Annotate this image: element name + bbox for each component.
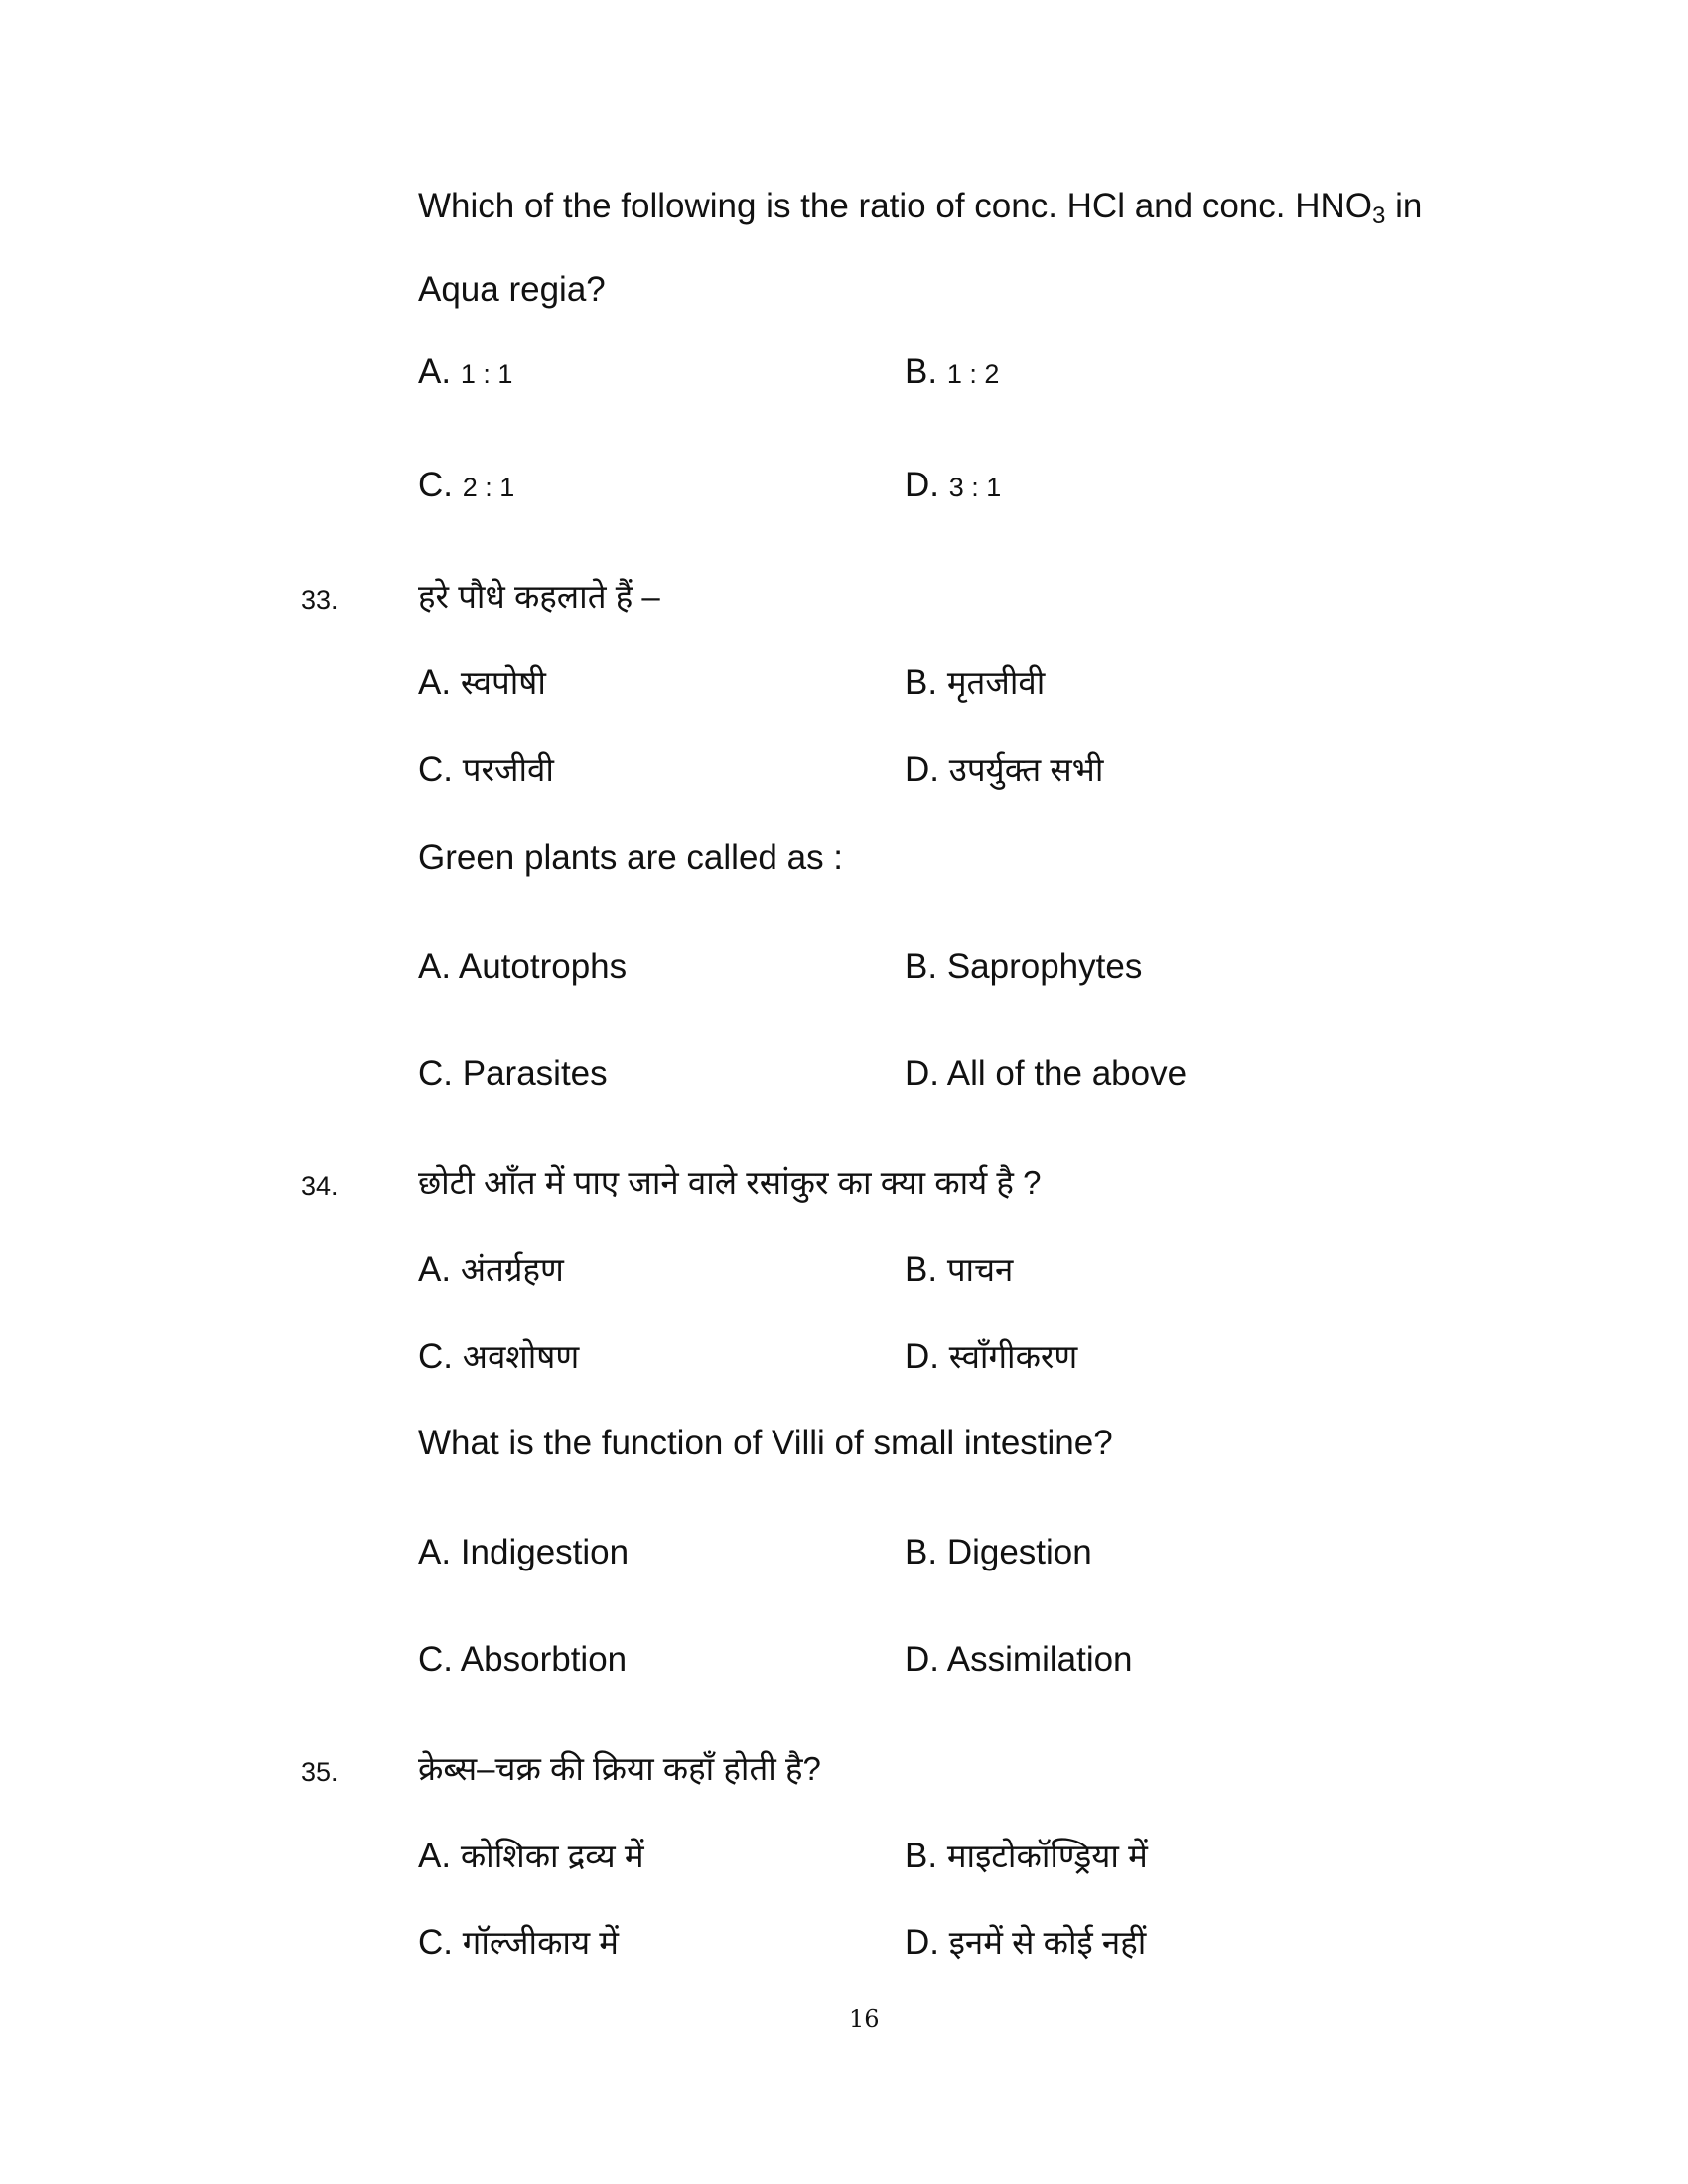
q32-option-a[interactable] — [418, 350, 512, 394]
q32-option-b[interactable] — [905, 350, 999, 394]
option-letter: C. — [418, 751, 453, 789]
page-number: 16 — [849, 2005, 880, 2033]
option-text: उपर्युक्त सभी — [948, 751, 1104, 788]
q33-english-question: Green plants are called as : — [418, 838, 844, 877]
q35-number: 35. — [301, 1757, 339, 1787]
q33-hindi-option-d[interactable] — [905, 749, 1103, 792]
option-text: इनमें से कोई नहीं — [948, 1924, 1147, 1961]
q34-hindi-option-a[interactable] — [418, 1248, 564, 1292]
option-letter: A. — [418, 352, 452, 391]
option-letter: D. — [905, 751, 939, 789]
q34-hindi-option-c[interactable] — [418, 1335, 579, 1379]
q32-question-text: Which of the following is the ratio of conc. HCl and conc. HNO — [418, 187, 1372, 225]
q34-english-option-a[interactable] — [418, 1531, 629, 1574]
q35-hindi-option-d[interactable] — [905, 1921, 1146, 1965]
q33-english-option-b[interactable] — [905, 945, 1142, 989]
option-text: Digestion — [946, 1533, 1092, 1571]
option-text: मृतजीवी — [946, 664, 1046, 701]
q33-english-option-a[interactable] — [418, 945, 627, 989]
option-text: Absorbtion — [460, 1640, 628, 1679]
option-letter: D. — [905, 466, 939, 504]
q32-option-d[interactable] — [905, 464, 1001, 507]
q34-hindi-question: छोटी आँत में पाए जाने वाले रसांकुर का क्या कार्य है ? — [418, 1164, 1042, 1201]
option-text: Indigestion — [460, 1533, 630, 1571]
option-text: माइटोकॉण्ड्रिया में — [946, 1838, 1148, 1874]
q35-hindi-option-a[interactable] — [418, 1835, 644, 1878]
q34-hindi-option-b[interactable] — [905, 1248, 1013, 1292]
q35-hindi-option-b[interactable] — [905, 1835, 1148, 1878]
option-text: 1 : 2 — [946, 359, 1000, 389]
q35-hindi-question: क्रेब्स–चक्र की क्रिया कहाँ होती है? — [418, 1750, 821, 1787]
option-text: Autotrophs — [458, 947, 628, 986]
option-text: पाचन — [946, 1251, 1014, 1288]
option-text: 3 : 1 — [948, 473, 1002, 502]
option-text: गॉल्जीकाय में — [462, 1924, 620, 1961]
option-letter: A. — [418, 947, 452, 986]
q32-question-end: in — [1385, 187, 1423, 225]
q34-english-option-c[interactable] — [418, 1638, 627, 1682]
option-text: 2 : 1 — [462, 473, 515, 502]
option-letter: D. — [905, 1640, 939, 1679]
q33-hindi-option-b[interactable] — [905, 661, 1045, 705]
q34-english-option-d[interactable] — [905, 1638, 1133, 1682]
option-letter: C. — [418, 1337, 453, 1376]
option-letter: D. — [905, 1054, 939, 1093]
q33-english-option-d[interactable] — [905, 1052, 1187, 1096]
option-letter: C. — [418, 1923, 453, 1962]
q32-question-line1 — [418, 185, 1422, 228]
option-letter: A. — [418, 1533, 452, 1571]
q33-hindi-option-a[interactable] — [418, 661, 546, 705]
option-text: अंतर्ग्रहण — [460, 1251, 564, 1288]
option-letter: A. — [418, 1837, 452, 1875]
option-letter: B. — [905, 1837, 938, 1875]
option-text: Saprophytes — [946, 947, 1143, 986]
option-text: Parasites — [462, 1054, 608, 1093]
q32-question-line2: Aqua regia? — [418, 270, 606, 309]
option-text: 1 : 1 — [460, 359, 513, 389]
option-letter: C. — [418, 1640, 453, 1679]
option-letter: A. — [418, 1250, 452, 1289]
option-text: All of the above — [946, 1054, 1188, 1093]
option-letter: D. — [905, 1923, 939, 1962]
q33-hindi-option-c[interactable] — [418, 749, 554, 792]
q32-subscript: 3 — [1371, 203, 1386, 229]
option-letter: C. — [418, 1054, 453, 1093]
q32-option-c[interactable] — [418, 464, 514, 507]
q33-hindi-question: हरे पौधे कहलाते हैं – — [418, 578, 660, 614]
q34-english-option-b[interactable] — [905, 1531, 1092, 1574]
q34-english-question: What is the function of Villi of small intestine? — [418, 1424, 1113, 1462]
option-letter: A. — [418, 663, 452, 702]
option-letter: B. — [905, 1250, 938, 1289]
q34-number: 34. — [301, 1171, 339, 1201]
q33-number: 33. — [301, 585, 339, 614]
option-letter: D. — [905, 1337, 939, 1376]
option-letter: B. — [905, 352, 938, 391]
option-letter: B. — [905, 1533, 938, 1571]
option-text: Assimilation — [946, 1640, 1133, 1679]
option-letter: B. — [905, 947, 938, 986]
option-text: अवशोषण — [462, 1338, 580, 1375]
option-letter: C. — [418, 466, 453, 504]
option-text: स्वाँगीकरण — [948, 1338, 1078, 1375]
q34-hindi-option-d[interactable] — [905, 1335, 1077, 1379]
option-text: परजीवी — [462, 751, 554, 788]
q33-english-option-c[interactable] — [418, 1052, 608, 1096]
option-text: कोशिका द्रव्य में — [460, 1838, 644, 1874]
q35-hindi-option-c[interactable] — [418, 1921, 619, 1965]
option-text: स्वपोषी — [460, 664, 546, 701]
option-letter: B. — [905, 663, 938, 702]
